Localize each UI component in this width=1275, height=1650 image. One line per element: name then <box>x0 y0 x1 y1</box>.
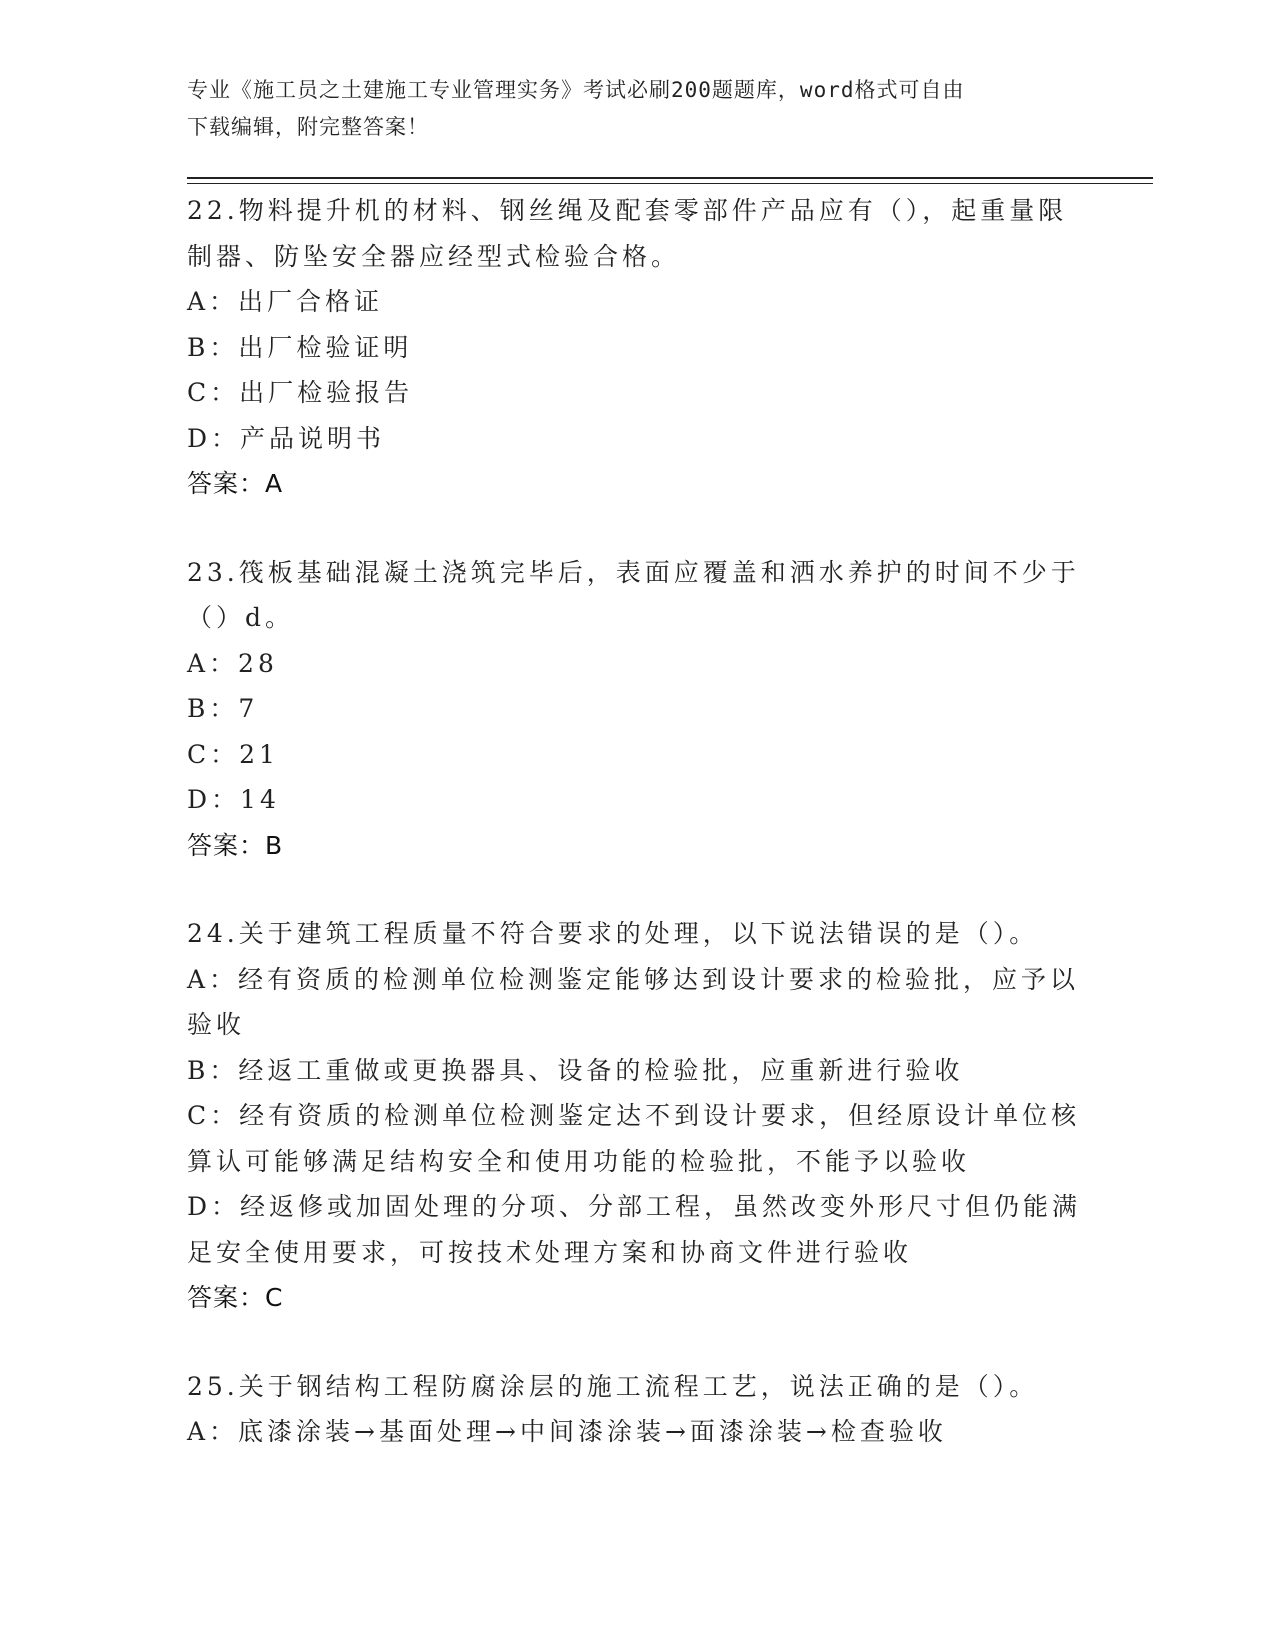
header-line: 下载编辑，附完整答案！ <box>187 115 429 139</box>
question-stem: （）d。 <box>187 603 295 632</box>
header-divider <box>187 177 1153 179</box>
option-c: C：21 <box>187 739 279 769</box>
question-gap <box>187 1321 1087 1364</box>
question-23 <box>187 550 1087 869</box>
option-b: B：经返工重做或更换器具、设备的检验批，应重新进行验收 <box>187 1055 964 1085</box>
question-list <box>187 188 1087 1455</box>
question-stem: 25.关于钢结构工程防腐涂层的施工流程工艺，说法正确的是（）。 <box>187 1371 1039 1401</box>
option-b: B：出厂检验证明 <box>187 332 413 362</box>
option-d: D：产品说明书 <box>187 423 386 453</box>
answer: 答案：C <box>187 1283 284 1312</box>
question-gap <box>187 507 1087 550</box>
option-d: D：14 <box>187 785 280 814</box>
question-24 <box>187 911 1087 1321</box>
header-divider-thin <box>187 183 1153 184</box>
option-c: C：经有资质的检测单位检测鉴定达不到设计要求，但经原设计单位核 <box>187 1101 1081 1130</box>
option-a: A：底漆涂装→基面处理→中间漆涂装→面漆涂装→检查验收 <box>187 1417 947 1446</box>
option-a: A：28 <box>187 648 278 678</box>
document-header <box>187 72 1067 146</box>
question-stem: 22.物料提升机的材料、钢丝绳及配套零部件产品应有（），起重量限 <box>187 196 1068 225</box>
question-22 <box>187 188 1087 507</box>
answer: 答案：B <box>187 830 284 860</box>
answer: 答案：A <box>187 469 284 498</box>
header-line: 专业《施工员之土建施工专业管理实务》考试必刷200题题库，word格式可自由 <box>187 78 965 102</box>
option-c: C：出厂检验报告 <box>187 378 414 407</box>
question-gap <box>187 868 1087 911</box>
question-stem: 制器、防坠安全器应经型式检验合格。 <box>187 241 681 271</box>
question-stem: 23.筏板基础混凝土浇筑完毕后，表面应覆盖和洒水养护的时间不少于 <box>187 557 1080 587</box>
option-c-continued: 算认可能够满足结构安全和使用功能的检验批，不能予以验收 <box>187 1146 971 1176</box>
option-a: A：经有资质的检测单位检测鉴定能够达到设计要求的检验批，应予以 <box>187 964 1080 994</box>
question-25 <box>187 1364 1087 1455</box>
option-d-continued: 足安全使用要求，可按技术处理方案和协商文件进行验收 <box>187 1237 913 1267</box>
option-b: B：7 <box>187 694 259 723</box>
question-stem: 24.关于建筑工程质量不符合要求的处理，以下说法错误的是（）。 <box>187 919 1039 948</box>
option-d: D：经返修或加固处理的分项、分部工程，虽然改变外形尺寸但仍能满 <box>187 1192 1082 1221</box>
option-a: A：出厂合格证 <box>187 287 384 316</box>
option-a-continued: 验收 <box>187 1010 246 1039</box>
